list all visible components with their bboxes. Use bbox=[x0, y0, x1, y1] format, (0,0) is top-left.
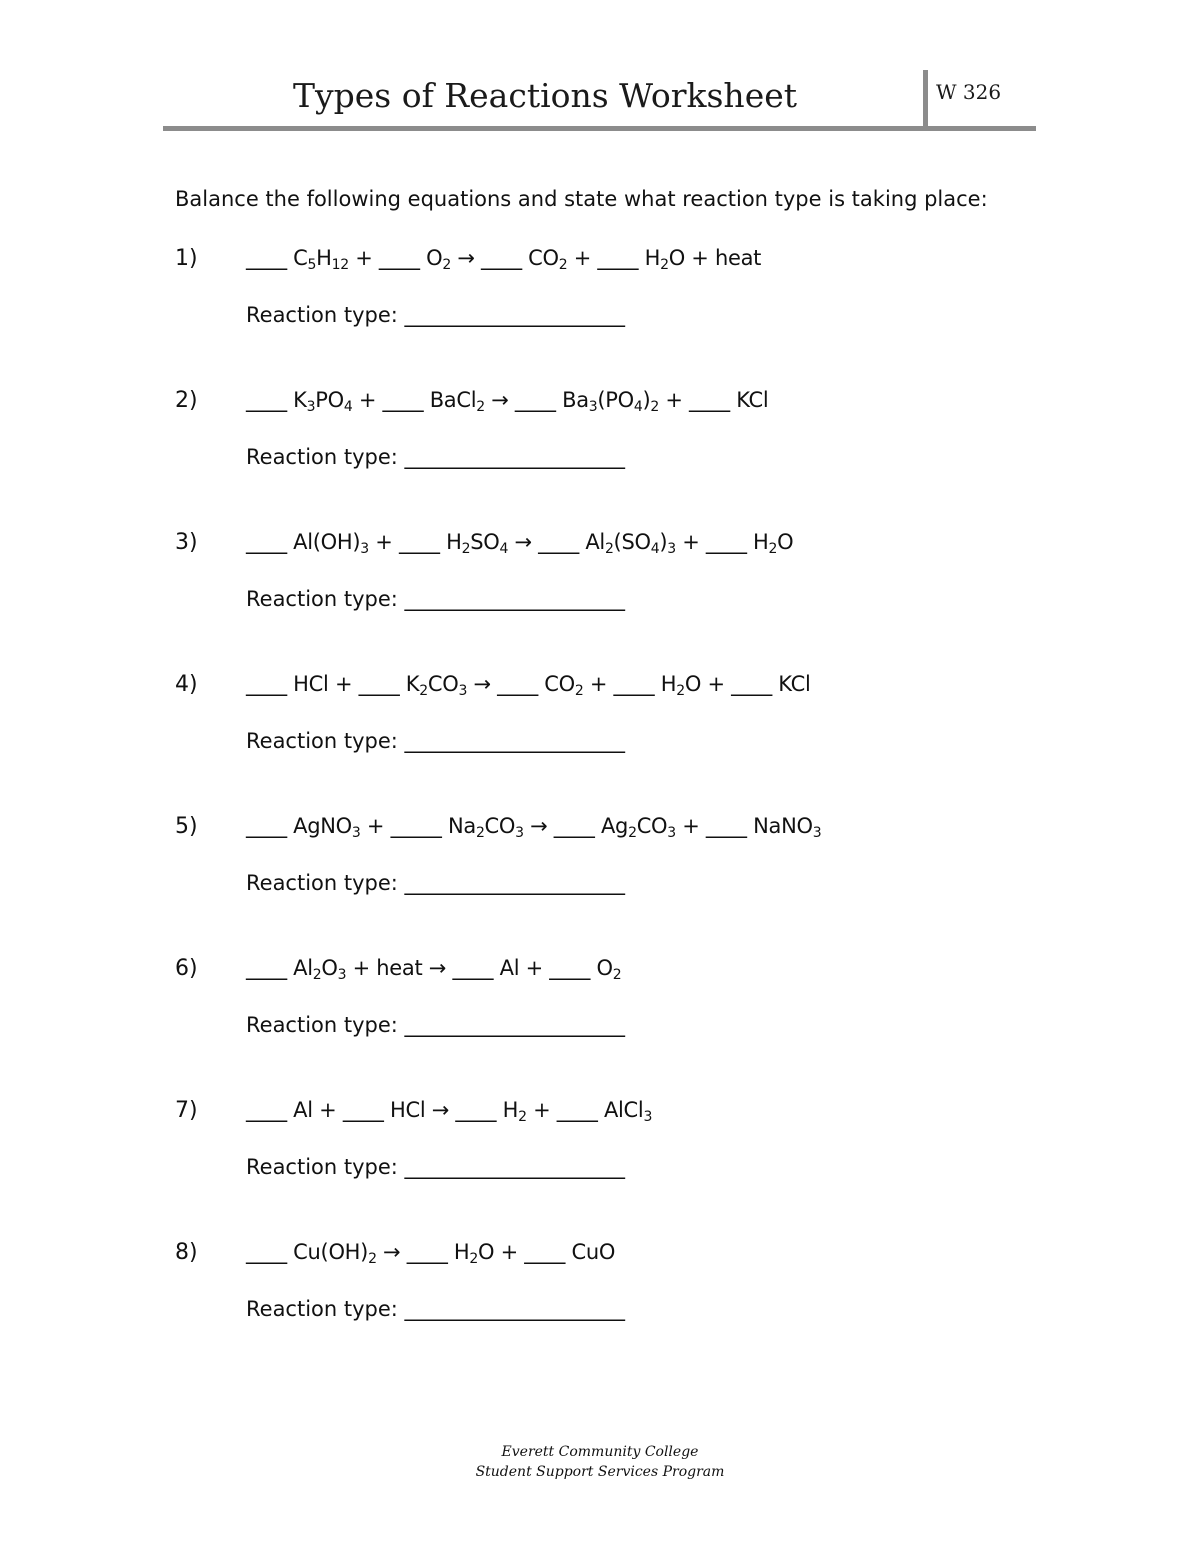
reaction-type-line[interactable]: Reaction type: _____________________ bbox=[246, 871, 626, 895]
chemical-equation: ____ Al + ____ HCl → ____ $H_2$ + ____ AlCl$_3$ bbox=[246, 1098, 653, 1125]
equation-item bbox=[0, 1240, 1200, 1350]
chemical-equation: ____ $C_5H_{12}$ + ____ $O_2$ → ____ $CO_2$ + ____ $H_2O$ + heat bbox=[246, 246, 762, 273]
equation-item bbox=[0, 388, 1200, 498]
equation-item bbox=[0, 1098, 1200, 1208]
reaction-type-line[interactable]: Reaction type: _____________________ bbox=[246, 1013, 626, 1037]
header-horizontal-rule bbox=[163, 126, 1036, 131]
chemical-equation: ____ $Cu(OH)_2$ → ____ $H_2O$ + ____ CuO bbox=[246, 1240, 616, 1267]
item-number: 1) bbox=[175, 246, 198, 271]
reaction-type-line[interactable]: Reaction type: _____________________ bbox=[246, 729, 626, 753]
page-title: Types of Reactions Worksheet bbox=[292, 76, 798, 115]
instructions: Balance the following equations and state what reaction type is taking place: bbox=[175, 187, 988, 211]
chemical-equation: ____ $K_3PO_4$ + ____ BaCl$_2$ → ____ $Ba_3(PO_4)_2$ + ____ KCl bbox=[246, 388, 769, 415]
footer-college: Everett Community College bbox=[501, 1444, 699, 1460]
footer-program: Student Support Services Program bbox=[475, 1464, 725, 1480]
item-number: 8) bbox=[175, 1240, 198, 1265]
item-number: 7) bbox=[175, 1098, 198, 1123]
reaction-type-line[interactable]: Reaction type: _____________________ bbox=[246, 1297, 626, 1321]
equation-item bbox=[0, 814, 1200, 924]
chemical-equation: ____ $Al(OH)_3$ + ____ $H_2SO_4$ → ____ $Al_2(SO_4)_3$ + ____ $H_2O$ bbox=[246, 530, 794, 557]
reaction-type-line[interactable]: Reaction type: _____________________ bbox=[246, 445, 626, 469]
equation-item bbox=[0, 530, 1200, 640]
item-number: 6) bbox=[175, 956, 198, 981]
reaction-type-line[interactable]: Reaction type: _____________________ bbox=[246, 303, 626, 327]
equation-item bbox=[0, 956, 1200, 1066]
chemical-equation: ____ AgNO$_3$ + _____ $Na_2CO_3$ → ____ $Ag_2CO_3$ + ____ NaNO$_3$ bbox=[246, 814, 822, 841]
item-number: 4) bbox=[175, 672, 198, 697]
reaction-type-line[interactable]: Reaction type: _____________________ bbox=[246, 1155, 626, 1179]
equation-item bbox=[0, 246, 1200, 356]
reaction-type-line[interactable]: Reaction type: _____________________ bbox=[246, 587, 626, 611]
chemical-equation: ____ HCl + ____ $K_2CO_3$ → ____ $CO_2$ + ____ $H_2O$ + ____ KCl bbox=[246, 672, 811, 699]
header-vertical-rule bbox=[923, 70, 928, 130]
item-number: 3) bbox=[175, 530, 198, 555]
item-number: 2) bbox=[175, 388, 198, 413]
worksheet-code: W 326 bbox=[936, 80, 1002, 104]
footer bbox=[0, 1442, 1200, 1482]
equation-item bbox=[0, 672, 1200, 782]
chemical-equation: ____ $Al_2O_3$ + heat → ____ Al + ____ $O_2$ bbox=[246, 956, 622, 983]
item-number: 5) bbox=[175, 814, 198, 839]
